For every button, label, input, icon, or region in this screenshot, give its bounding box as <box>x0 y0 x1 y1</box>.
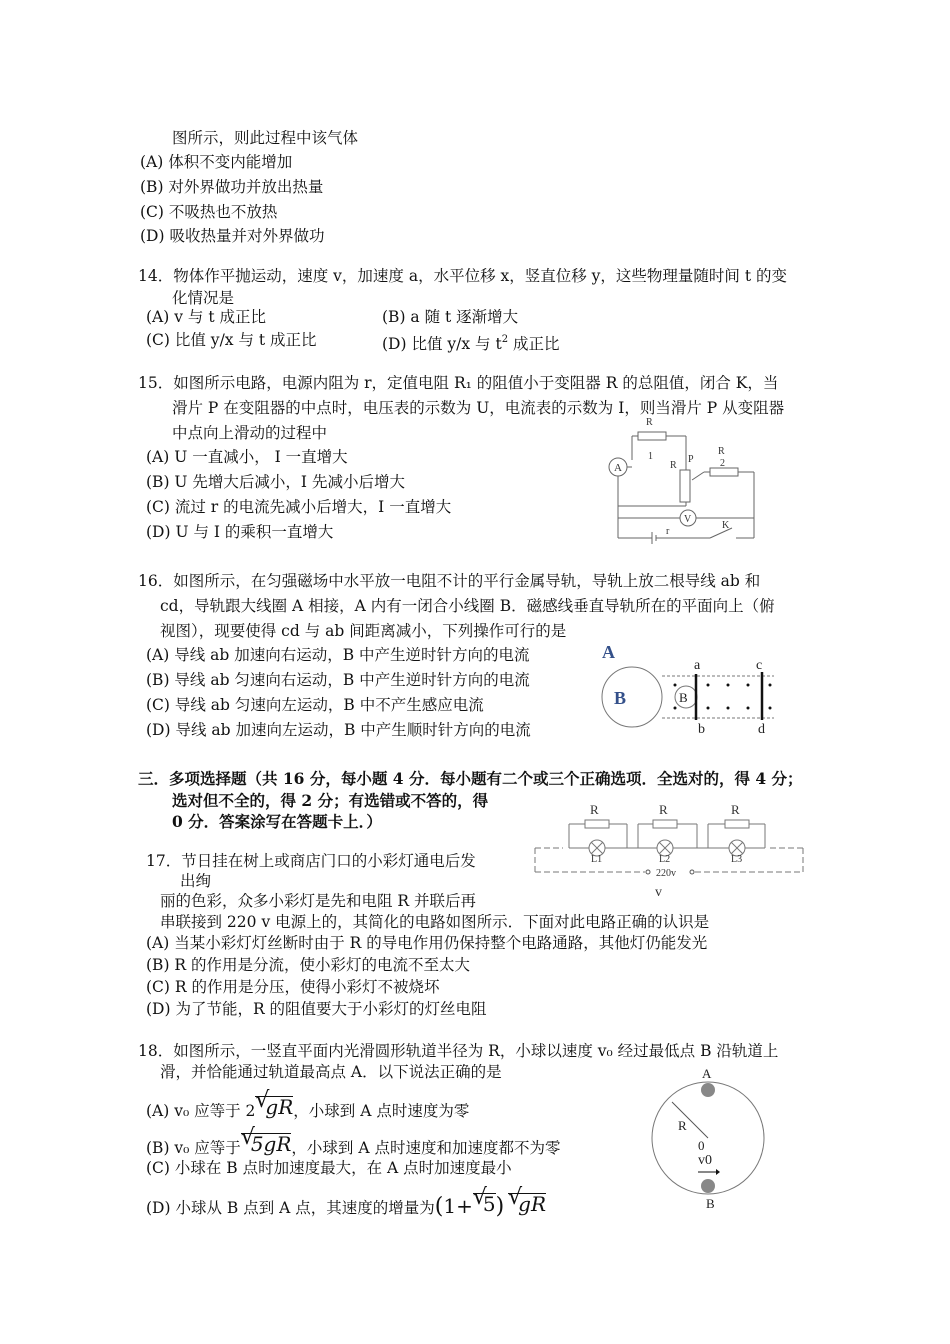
q13-option-c: (C) 不吸热也不放热 <box>140 203 278 221</box>
q15-stem-line3: 中点向上滑动的过程中 <box>172 424 328 442</box>
q14-stem-line2: 化情况是 <box>172 289 235 307</box>
q15-option-b: (B) U 先增大后减小，I 先减小后增大 <box>146 473 405 491</box>
q15-r1-bottom-label: 1 <box>648 451 653 462</box>
q17-stem-line2: 丽的色彩，众多小彩灯是先和电阻 R 并联后再 <box>160 892 477 910</box>
q18-radius-label: R <box>678 1118 687 1133</box>
q15-stem-line1: 15．如图所示电路，电源内阻为 r，定值电阻 R₁ 的阻值小于变阻器 R 的总阻值，闭合 K，当 <box>138 374 779 392</box>
q18-option-d-pre: (D) 小球从 B 点到 A 点，其速度的增量为 <box>146 1199 435 1217</box>
q13-stem: 图所示，则此过程中该气体 <box>172 129 359 147</box>
q18-option-a-pre: (A) v₀ 应等于 2 <box>146 1102 256 1120</box>
q16-stem-line2: cd，导轨跟大线圈 A 相接，A 内有一闭合小线圈 B．磁感线垂直导轨所在的平面向上（俯 <box>160 597 775 615</box>
q17-resistor-label-3: R <box>731 802 740 817</box>
q16-small-coil-big-label: B <box>614 688 627 708</box>
q16-rail-a-label: a <box>694 658 701 673</box>
q18-circular-track-diagram <box>650 1062 770 1222</box>
q16-small-coil-label: B <box>679 690 688 705</box>
q16-option-a: (A) 导线 ab 加速向右运动，B 中产生逆时针方向的电流 <box>146 646 530 664</box>
q15-switch-label: K <box>722 520 730 531</box>
q14-option-d-sup: 2 <box>501 334 509 345</box>
q14-option-a: (A) v 与 t 成正比 <box>146 308 266 326</box>
q16-option-c: (C) 导线 ab 匀速向左运动，B 中不产生感应电流 <box>146 696 484 714</box>
q17-stem-line1b: 出绚 <box>180 872 212 890</box>
q14-option-d-post: 成正比 <box>508 335 560 353</box>
q18-stem-line2: 滑，并恰能通过轨道最高点 A．以下说法正确的是 <box>160 1063 502 1081</box>
q16-rail-c-label: c <box>756 658 763 673</box>
q15-slider-label: P <box>688 454 694 465</box>
q18-point-a-label: A <box>702 1066 712 1081</box>
q15-r2-top-label: R <box>718 446 725 457</box>
q17-lamp-label-3: L3 <box>731 854 743 865</box>
q14-option-d-pre: (D) 比值 y/x 与 t <box>382 335 502 353</box>
q17-lamp-label-2: L2 <box>659 854 671 865</box>
q18-option-d: (D) 小球从 B 点到 A 点，其速度的增量为(1+ √ 5) √ gR <box>146 1185 547 1219</box>
q18-point-b-label: B <box>706 1196 715 1211</box>
q16-option-d: (D) 导线 ab 加速向左运动，B 中产生顺时针方向的电流 <box>146 721 531 739</box>
q15-option-c: (C) 流过 r 的电流先减小后增大，I 一直增大 <box>146 498 452 516</box>
q18-option-b-post: ，小球到 A 点时速度和加速度都不为零 <box>291 1139 561 1157</box>
q17-option-b: (B) R 的作用是分流，使小彩灯的电流不至太大 <box>146 956 471 974</box>
q16-stem-line3: 视图），现要使得 cd 与 ab 间距离减小，下列操作可行的是 <box>160 622 567 640</box>
q15-r2-bottom-label: 2 <box>720 458 725 469</box>
q18-option-a-radical: √ gR <box>255 1088 294 1119</box>
q15-option-d: (D) U 与 I 的乘积一直增大 <box>146 523 334 541</box>
q17-lamp-circuit-diagram <box>535 800 805 900</box>
q13-option-a: (A) 体积不变内能增加 <box>140 153 293 171</box>
q15-battery-r-label: r <box>666 526 670 537</box>
q15-option-a: (A) U 一直减小， I 一直增大 <box>146 448 348 466</box>
q16-option-b: (B) 导线 ab 匀速向右运动，B 中产生逆时针方向的电流 <box>146 671 530 689</box>
q14-stem-line1: 14．物体作平抛运动，速度 v，加速度 a，水平位移 x，竖直位移 y，这些物理量随时间 t 的变 <box>138 267 788 285</box>
q17-voltage-label: 220v <box>656 868 676 879</box>
q17-resistor-label-1: R <box>590 802 599 817</box>
q18-option-a <box>146 1088 470 1121</box>
section3-heading-line1: 三．多项选择题（共 16 分，每小题 4 分．每小题有二个或三个正确选项．全选对的，得 4 分； <box>138 769 803 788</box>
q14-option-d <box>382 330 560 354</box>
section3-heading-line2: 选对但不全的，得 2 分；有选错或不答的，得 <box>172 791 489 810</box>
q17-option-a: (A) 当某小彩灯灯丝断时由于 R 的导电作用仍保持整个电路通路，其他灯仍能发光 <box>146 934 708 952</box>
q18-option-b <box>146 1125 561 1158</box>
q18-center-label: 0 <box>698 1138 705 1153</box>
q15-voltmeter-label: V <box>684 514 692 525</box>
q18-option-d-expr3: gR <box>518 1192 547 1216</box>
q17-option-d: (D) 为了节能，R 的阻值要大于小彩灯的灯丝电阻 <box>146 1000 487 1018</box>
q17-stem-line1: 17．节日挂在树上或商店门口的小彩灯通电后发 <box>146 852 476 870</box>
q16-rail-b-label: b <box>698 722 705 737</box>
q18-option-b-radicand: 5gR <box>250 1132 292 1156</box>
q15-r1-top-label: R <box>646 417 653 428</box>
q18-option-d-radical5: √ 5 <box>472 1185 496 1216</box>
q18-option-c: (C) 小球在 B 点时加速度最大，在 A 点时加速度最小 <box>146 1159 512 1177</box>
q18-option-b-radical: √ 5gR <box>240 1125 292 1156</box>
q17-resistor-label-2: R <box>659 802 668 817</box>
q18-stem-line1: 18．如图所示，一竖直平面内光滑圆形轨道半径为 R，小球以速度 v₀ 经过最低点 B 沿轨道上 <box>138 1042 779 1060</box>
q15-ammeter-label: A <box>614 462 622 474</box>
q13-option-d: (D) 吸收热量并对外界做功 <box>140 227 325 245</box>
q14-option-c: (C) 比值 y/x 与 t 成正比 <box>146 331 317 349</box>
q18-option-d-expr1: 1+ <box>443 1194 473 1218</box>
q18-option-d-expr2: 5 <box>482 1192 496 1216</box>
q18-option-b-pre: (B) v₀ 应等于 <box>146 1139 241 1157</box>
q18-option-d-radical-gr: √ gR <box>508 1185 547 1216</box>
q17-stem-line3: 串联接到 220 v 电源上的，其简化的电路如图所示．下面对此电路正确的认识是 <box>160 913 710 931</box>
q15-rheostat-label: R <box>670 460 677 471</box>
q13-option-b: (B) 对外界做功并放出热量 <box>140 178 324 196</box>
q16-stem-line1: 16．如图所示，在匀强磁场中水平放一电阻不计的平行金属导轨，导轨上放二根导线 ab 和 <box>138 572 761 590</box>
q16-coil-rail-diagram <box>600 638 800 743</box>
q17-v-label: v <box>655 885 662 900</box>
q18-velocity-label: v0 <box>698 1153 712 1168</box>
q15-circuit-diagram <box>600 410 770 550</box>
q16-rail-d-label: d <box>758 722 765 737</box>
q14-option-b: (B) a 随 t 逐渐增大 <box>382 308 519 326</box>
q18-option-a-post: ，小球到 A 点时速度为零 <box>293 1102 470 1120</box>
q17-option-c: (C) R 的作用是分压，使得小彩灯不被烧坏 <box>146 978 440 996</box>
q17-lamp-label-1: L1 <box>591 854 603 865</box>
q15-stem-line2: 滑片 P 在变阻器的中点时，电压表的示数为 U，电流表的示数为 I，则当滑片 P 从变阻器 <box>172 399 785 417</box>
q18-option-a-radicand: gR <box>265 1095 294 1119</box>
q16-big-coil-label: A <box>602 642 615 662</box>
section3-heading-line3: 0 分．答案涂写在答题卡上．） <box>172 812 382 831</box>
